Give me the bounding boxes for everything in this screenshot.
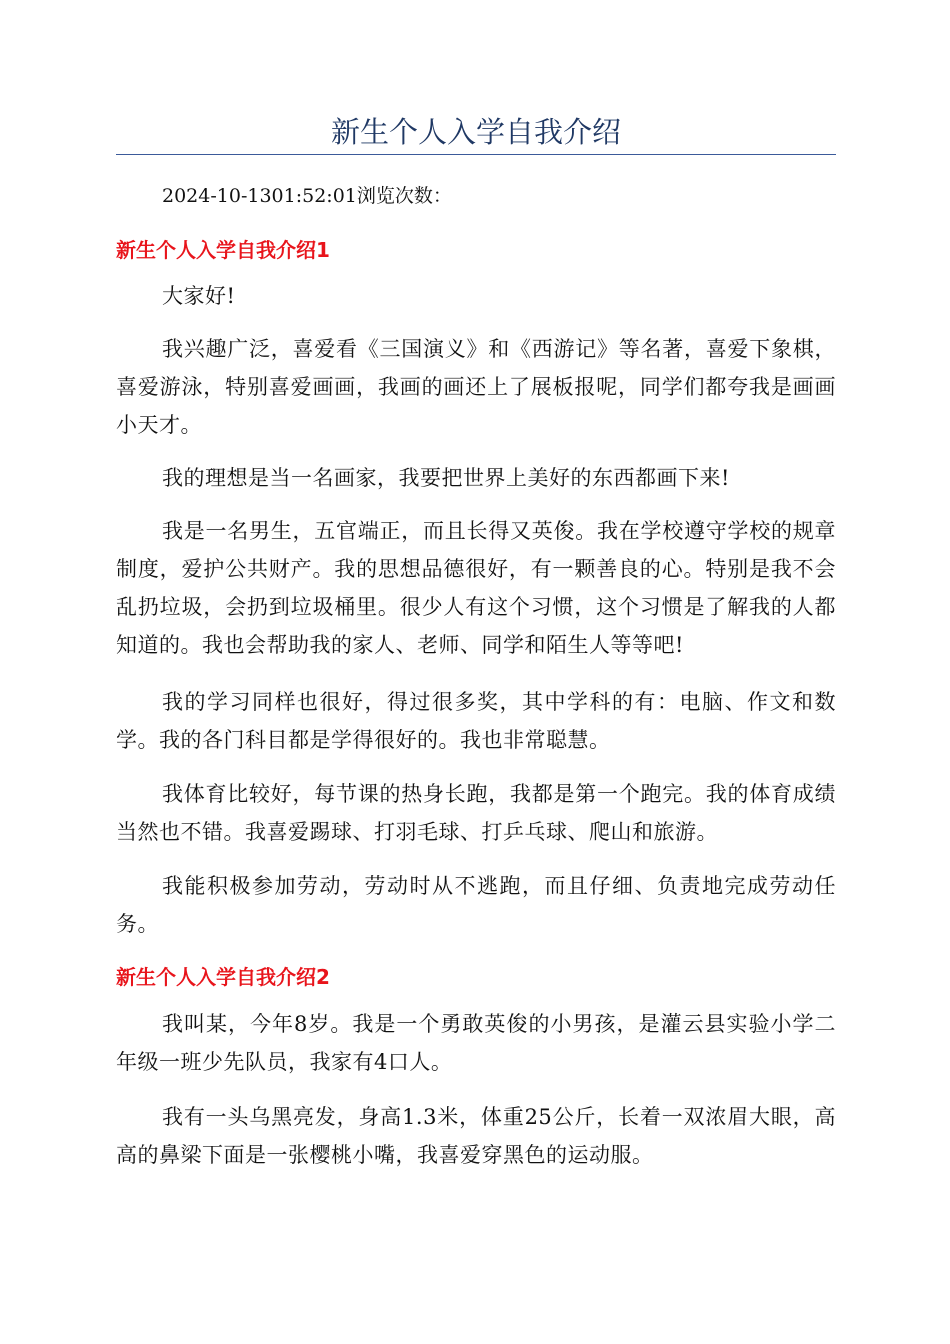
title-underline xyxy=(116,154,836,155)
paragraph: 大家好! xyxy=(162,284,236,308)
publish-meta: 2024-10-1301:52:01浏览次数： xyxy=(162,185,452,207)
paragraph: 我有一头乌黑亮发，身高1.3米，体重25公斤，长着一双浓眉大眼，高高的鼻梁下面是一张樱桃小嘴，我喜爱穿黑色的运动服。 xyxy=(116,1105,836,1167)
paragraph: 我兴趣广泛，喜爱看《三国演义》和《西游记》等名著，喜爱下象棋，喜爱游泳，特别喜爱画画，我画的画还上了展板报呢，同学们都夸我是画画小天才。 xyxy=(116,337,836,437)
paragraph: 我的学习同样也很好，得过很多奖，其中学科的有：电脑、作文和数学。我的各门科目都是学得很好的。我也非常聪慧。 xyxy=(116,690,836,752)
paragraph: 我体育比较好，每节课的热身长跑，我都是第一个跑完。我的体育成绩当然也不错。我喜爱踢球、打羽毛球、打乒乓球、爬山和旅游。 xyxy=(116,782,836,844)
paragraph: 我的理想是当一名画家，我要把世界上美好的东西都画下来! xyxy=(162,466,730,490)
section-heading-2: 新生个人入学自我介绍2 xyxy=(116,965,330,989)
page-title: 新生个人入学自我介绍 xyxy=(330,115,621,149)
section-heading-1: 新生个人入学自我介绍1 xyxy=(116,238,330,262)
paragraph: 我是一名男生，五官端正，而且长得又英俊。我在学校遵守学校的规章制度，爱护公共财产。我的思想品德很好，有一颗善良的心。特别是我不会乱扔垃圾，会扔到垃圾桶里。很少人有这个习惯，这个习惯是了解我的人都知道的。我也会帮助我的家人、老师、同学和陌生人等等吧! xyxy=(116,519,836,657)
paragraph: 我能积极参加劳动，劳动时从不逃跑，而且仔细、负责地完成劳动任务。 xyxy=(116,874,836,936)
paragraph: 我叫某，今年8岁。我是一个勇敢英俊的小男孩，是灌云县实验小学二年级一班少先队员，我家有4口人。 xyxy=(116,1012,836,1074)
